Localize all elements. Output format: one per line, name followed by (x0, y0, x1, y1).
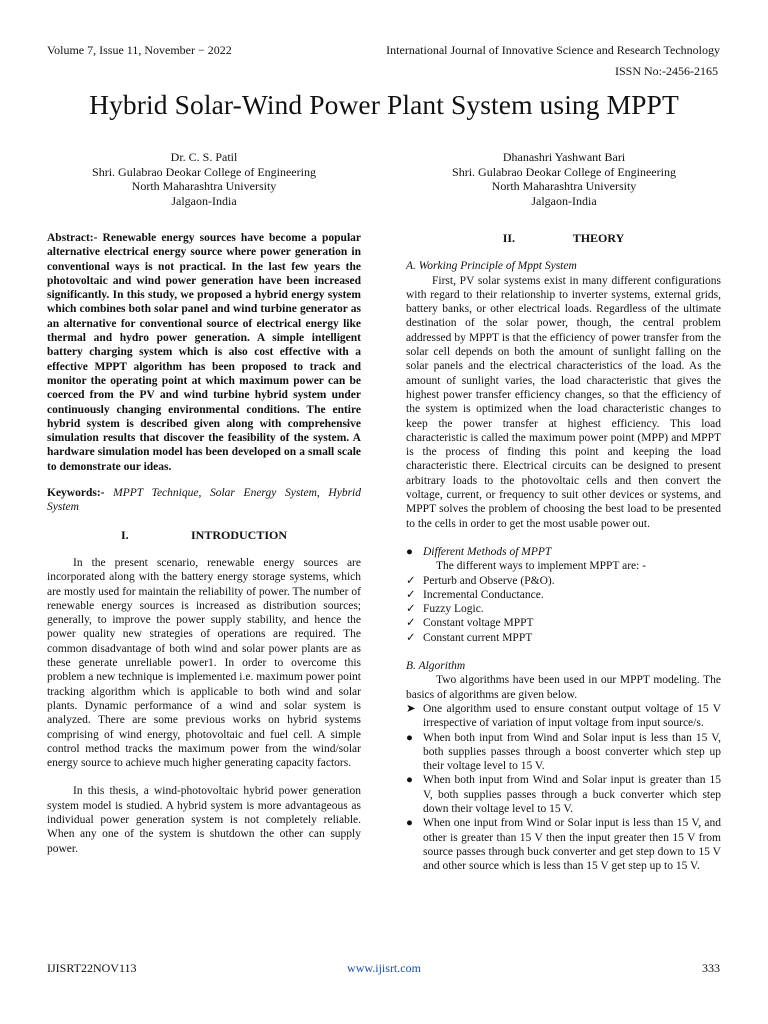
keywords (47, 486, 361, 515)
keywords-text: MPPT Technique, Solar Energy System, Hybrid System (47, 487, 362, 514)
list-item: ● When both input from Wind and Solar input is greater than 15 V, both supplies passes through a buck converter which step down their voltage level to 15 V. (406, 774, 721, 815)
right-column (406, 231, 721, 873)
abstract: Abstract:- Renewable energy sources have become a popular alternative electrical energy source where power generation in conventional ways is not practical. In the last few years the photovoltaic and wind power generation have been increased significantly. In this study, we proposed a hybrid energy system which combines both solar panel and wind turbine generator as an alternative for conventional source of electrical energy like thermal and hydro power generation. A simple intelligent battery charging system which is also cost effective with a effective MPPT algorithm has been proposed to track and monitor the operating point at which maximum power can be coerced from the PV and wind turbine hybrid system under continuously changing environmental conditions. The entire hybrid system is described given along with comprehensive simulation results that discover the feasibility of the system. A hardware simulation model has been developed on a small scale to demonstrate our ideas. (47, 232, 361, 473)
subsection-b-heading: B. Algorithm (406, 660, 466, 673)
checkmark-icon: ✓ (406, 603, 416, 616)
bullet-icon: ● (406, 545, 413, 558)
list-item: ● When one input from Wind or Solar input is less than 15 V, and other is greater than 15 V then the input greater then 15 V from source passes through buck converter and get step down to 15 V and other source which is less than 15 V get step up to 15 V. (406, 817, 721, 873)
author-place: Jalgaon-India (171, 193, 237, 208)
subsection-a-heading: A. Working Principle of Mppt System (406, 260, 577, 273)
footer-paper-id: IJISRT22NOV113 (47, 961, 137, 975)
author-college: Shri. Gulabrao Deokar College of Engineering (452, 164, 676, 179)
keywords-label: Keywords:- (47, 487, 105, 500)
theory-paragraph-b: Two algorithms have been used in our MPPT modeling. The basics of algorithms are given below. (406, 674, 721, 701)
section-number: II. (502, 231, 516, 245)
theory-paragraph-a: First, PV solar systems exist in many different configurations with regard to their relationship to inverter systems, external grids, battery banks, or other electrical loads. Regardless of the ultimate destination of the solar power, though, the central problem addressed by MPPT is that the efficiency of power transfer from the solar cell depends on both the amount of sunlight falling on the solar panels and the electrical characteristics of the load. As the amount of sunlight varies, the load characteristic that gives the highest power transfer efficiency changes, so that the efficiency of the system is optimized when the load characteristic changes to keep the power transfer at highest efficiency. This load characteristic is called the maximum power point (MPP) and MPPT is the process of finding this point and keeping the load characteristic there. Electrical circuits can be designed to present arbitrary loads to the photovoltaic cells and then convert the voltage, current, or frequency to suit other devices or systems, and MPPT solves the problem of choosing the best load to be presented to the cells in order to get the most usable power out. (406, 274, 721, 530)
section-heading-introduction (47, 528, 361, 542)
list-item: ✓ Constant current MPPT (406, 631, 533, 644)
author-block-2 (404, 150, 724, 208)
section-title: INTRODUCTION (190, 527, 287, 542)
methods-list (406, 574, 721, 645)
author-college: Shri. Gulabrao Deokar College of Engineering (92, 164, 316, 179)
list-item: ✓ Perturb and Observe (P&O). (406, 574, 555, 587)
footer-page-number: 333 (702, 961, 720, 975)
section-heading-theory (406, 231, 721, 245)
checkmark-icon: ✓ (406, 631, 416, 644)
checkmark-icon: ✓ (406, 617, 416, 630)
bullet-icon: ● (406, 817, 413, 830)
author-university: North Maharashtra University (491, 179, 637, 193)
list-item: ➤ One algorithm used to ensure constant output voltage of 15 V irrespective of variation of input voltage from input source/s. (406, 702, 721, 730)
list-item: ✓ Constant voltage MPPT (406, 617, 534, 630)
author-place: Jalgaon-India (531, 193, 597, 208)
methods-heading-list (406, 545, 721, 559)
algorithm-list (406, 702, 721, 874)
header-journal: International Journal of Innovative Science and Research Technology (386, 43, 720, 57)
author-name: Dr. C. S. Patil (170, 150, 238, 164)
list-item: ● When both input from Wind and Solar input is less than 15 V, both supplies passes through a boost converter which step up their voltage level to 15 V. (406, 731, 721, 773)
intro-paragraph-1: In the present scenario, renewable energy sources are incorporated along with the battery energy storage systems, which are mostly used for maintain the reliability of power. The number of renewable energy sources is increased as distribution sources; generally, to improve the power supply stability, and hence the power quality new strategies of operations are required. The common disadvantage of both wind and solar power plants are as these generate unreliable power1. In order to overcome this problem a new technique is implemented i.e. maximum power point tracking algorithm which is applicable to both wind and solar plants. Dynamic performance of a wind and solar system is analyzed. There are some previous works on hybrid systems comprising of wind energy, photovoltaic and fuel cell. A simple control method tracks the maximum power from the wind/solar energy source to achieve much higher generating capacity factors. (47, 556, 361, 770)
methods-heading: Different Methods of MPPT (423, 545, 552, 558)
list-item (406, 545, 721, 559)
intro-paragraph-2: In this thesis, a wind-photovoltaic hybrid power generation system model is studied. A hybrid system is more advantageous as individual power generation system is not completely reliable. When any one of the system is shutdown the other can supply power. (47, 785, 361, 855)
footer-website-link[interactable]: www.ijisrt.com (347, 961, 421, 975)
bullet-icon: ● (406, 731, 413, 744)
list-item: ✓ Incremental Conductance. (406, 588, 544, 601)
section-number: I. (120, 527, 129, 542)
checkmark-icon: ✓ (406, 574, 416, 587)
arrowhead-icon: ➤ (406, 702, 416, 715)
author-block-1 (44, 150, 364, 208)
header-volume: Volume 7, Issue 11, November − 2022 (47, 43, 232, 57)
bullet-icon: ● (406, 774, 413, 787)
left-column (47, 231, 361, 856)
paper-title: Hybrid Solar-Wind Power Plant System using MPPT (89, 89, 679, 120)
author-university: North Maharashtra University (131, 179, 277, 193)
list-item: ✓ Fuzzy Logic. (406, 603, 484, 616)
header-issn: ISSN No:-2456-2165 (614, 64, 718, 78)
checkmark-icon: ✓ (406, 588, 416, 601)
author-name: Dhanashri Yashwant Bari (502, 150, 626, 164)
methods-intro: The different ways to implement MPPT are: - (436, 560, 647, 573)
section-title: THEORY (572, 231, 625, 245)
